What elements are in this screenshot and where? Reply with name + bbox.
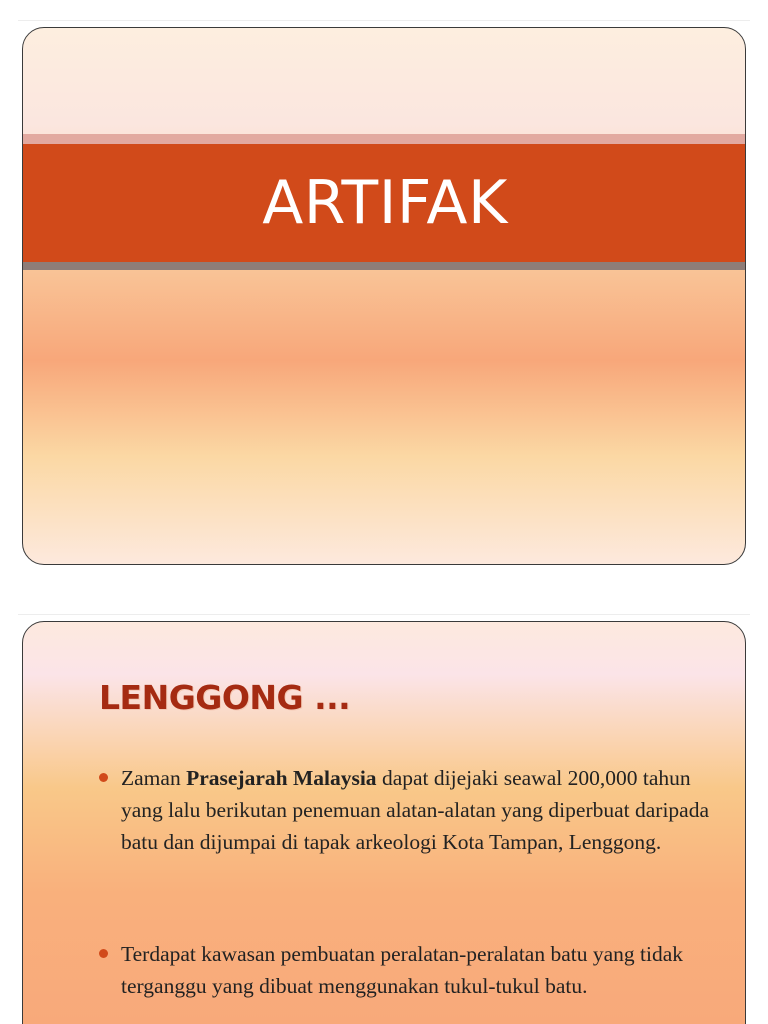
top-divider bbox=[18, 20, 750, 21]
band-top-stripe bbox=[23, 134, 745, 144]
slide-divider bbox=[18, 614, 750, 615]
band-bottom-stripe bbox=[23, 262, 745, 270]
slide-title: ARTIFAK bbox=[262, 168, 508, 238]
bullet-text-bold: Prasejarah Malaysia bbox=[186, 766, 377, 790]
bullet-item bbox=[99, 938, 719, 1002]
section-heading: LENGGONG ... bbox=[99, 678, 351, 717]
band-main bbox=[23, 144, 745, 262]
bullet-dot-icon bbox=[99, 949, 108, 958]
bullet-text-before: Zaman bbox=[121, 766, 187, 790]
content-slide bbox=[22, 621, 746, 1024]
bullet-list bbox=[99, 762, 719, 1002]
bullet-text: Terdapat kawasan pembuatan peralatan-peralatan batu yang tidak terganggu yang dibuat menggunakan tukul-tukul batu. bbox=[121, 942, 684, 998]
title-band bbox=[23, 134, 745, 270]
title-slide bbox=[22, 27, 746, 565]
bullet-item bbox=[99, 762, 719, 858]
bullet-dot-icon bbox=[99, 773, 108, 782]
bullet-text-after: dapat dijejaki seawal 200,000 tahun yang lalu berikutan penemuan alatan-alatan yang diperbuat daripada batu dan dijumpai di tapak arkeologi Kota Tampan, Lenggong. bbox=[121, 766, 710, 854]
